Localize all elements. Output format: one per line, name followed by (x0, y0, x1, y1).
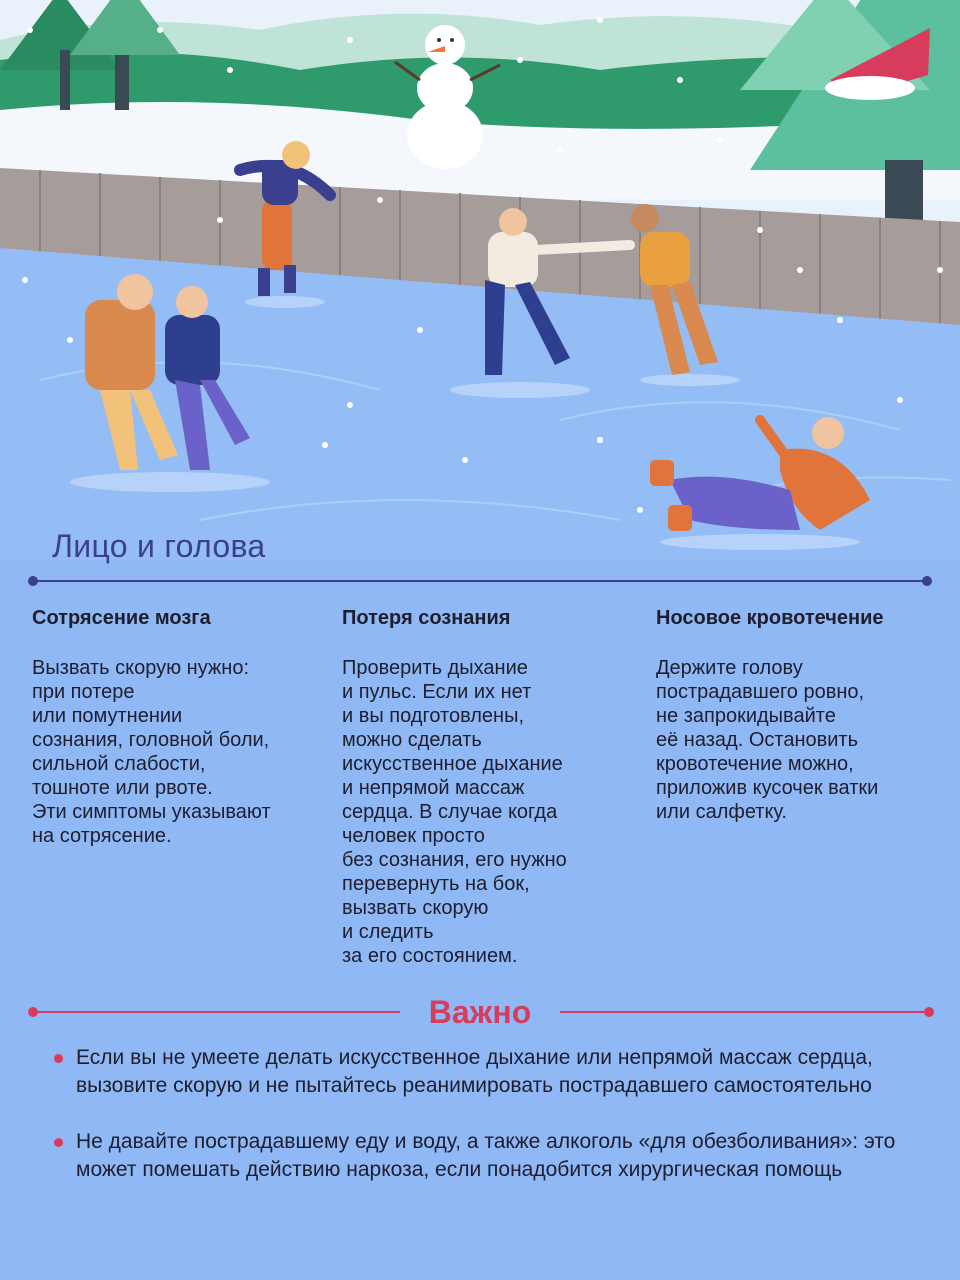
important-list (52, 1044, 932, 1212)
column-text: Держите голову пострадавшего ровно, не запрокидывайте её назад. Остановить кровотечение можно, приложив кусочек ватки или салфетку. (656, 657, 879, 823)
column-unconsciousness (342, 606, 638, 968)
section-title: Лицо и голова (52, 528, 266, 564)
column-text: Вызвать скорую нужно: при потере или помутнении сознания, головной боли, сильной слабости, тошноте или рвоте. Эти симптомы указывают на сотрясение. (32, 657, 271, 847)
column-nosebleed (656, 606, 952, 824)
column-concussion (32, 606, 328, 848)
list-item: Не давайте пострадавшему еду и воду, а также алкоголь «для обезболивания»: это может помешать действию наркоза, если понадобится хирургическая помощь (52, 1128, 932, 1184)
skating-rink-illustration (0, 0, 960, 560)
important-header (0, 990, 960, 1034)
bullet-icon (54, 1054, 63, 1063)
column-heading: Сотрясение мозга (32, 607, 211, 629)
column-heading: Носовое кровотечение (656, 607, 884, 629)
section-divider (32, 580, 928, 582)
important-title: Важно (428, 994, 532, 1030)
bullet-icon (54, 1138, 63, 1147)
column-heading: Потеря сознания (342, 607, 511, 629)
list-item: Если вы не умеете делать искусственное дыхание или непрямой массаж сердца, вызовите скорую и не пытайтесь реанимировать пострадавшего самостоятельно (52, 1044, 932, 1100)
column-text: Проверить дыхание и пульс. Если их нет и вы подготовлены, можно сделать искусственное дыхание и непрямой массаж сердца. В случае когда человек просто без сознания, его нужно перевернуть на бок, вызвать скорую и следить за его состоянием. (342, 657, 567, 967)
